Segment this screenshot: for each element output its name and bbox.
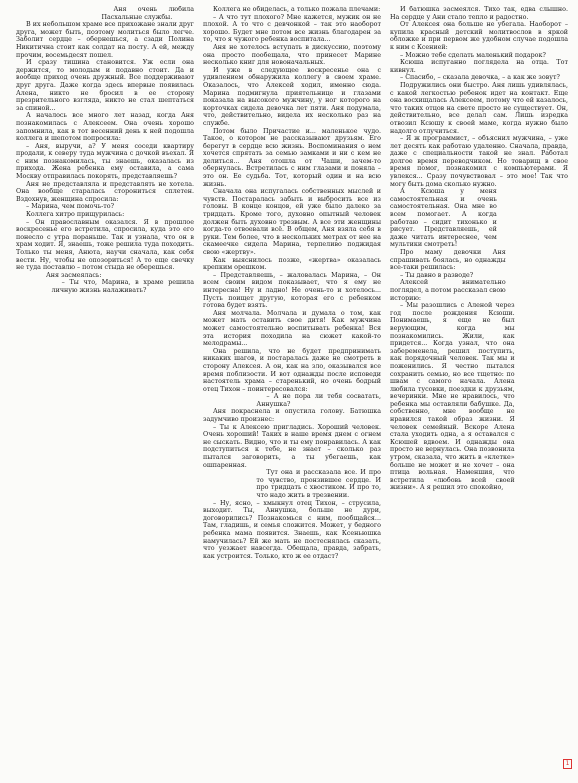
text-columns [16,6,568,779]
paragraph: – Мы разошлись с Аленой через год после рождения Ксюши. Понимаешь, я еще не был верующим, когда мы познакомились. Жили, как придется... Когда узнал, что она забеременела, решил поступить, как порядочный человек. Так мы и поженились. Я честно пытался сохранить семью, но все тщетно: по швам с самого начала. Алена любила тусовки, поездки к друзьям, вечеринки. Мне не нравилось, что ребенка мы оставляли бабушке. Да, собственно, мне вообще не нравился такой образ жизни. Я человек семейный. Вскоре Алена стала уходить одна, а я оставался с Ксюшей вдвоем. И однажды она просто не вернулась. Она позвонила утром, сказала, что жить в «клетке» больше не может и не хочет – она птица вольная. Наменшия, что встретила «любовь всей своей жизни». А я решил это спокойно, [390,302,515,492]
paragraph: И батюшка засмеялся. Тихо так, едва слышно. На сердце у Ани стало тепло и радостно. [390,6,568,21]
paragraph: – Можно тебе сделать маленький подарок? [400,51,546,59]
paragraph: – Я ж программист, – объяснил мужчина, – уже лет десять как работаю удаленно. Сначала, правда, даже с специальности такой не знал. Работал долгое время переводчиком. Но товарищ в свое время помог, познакомил с компьютерами. Я увлекся... Сразу почувствовал – это мое! Так что могу быть дома сколько нужно. [390,135,568,188]
paragraph: И уже в следующее воскресенье она с удивлением обнаружила коллегу в своем храме. Оказалось, что Алексей ходил, именно сюда. Марина подмигнула приятельнице и глазами показала на высокого мужчину, у ног которого на корточках сидела девочка лет пяти. Аня подумала, что, действительно, видела их несколько раз на службе. [203,66,381,127]
paragraph: Сначала она испугалась собственных мыслей и чувств. Постаралась забыть и выбросить все из головы. В конце концов, ей уже было далеко за тридцать. Кроме того, духовно опытный человек должен быть духовно трезвым. А все эти женщины когда-то отвоевали всё. В общем, Аня взяла себя в руки. Тем более, что в нескольких метрах от нее на скамеечке сидела Марина, терпеливо поджидая свою «жертву». [203,188,381,256]
paragraph: – Аня, выручи, а? У меня соседи квартиру продали, к северу туда мужчина с дочкой въехал. Я с ним познакомилась, ты знаешь, оказалась из прихода. Жена ребенка ему оставила, а сама Москву отправилась покорять, представляешь? [16,142,194,181]
paragraph: Аня молчала. Молчала и думала о том, как может мать оставить свое дитя! Как мужчина может самостоятельно воспитывать ребенка! Вся эта история походила на сюжет какой-то мелодрамы... [203,309,381,348]
paragraph: А Ксюша у меня самостоятельная и очень самостоятельная. Она мне во всем помогает. А когда работаю – сидит тихонько и рисует. Представляешь, ей даже читать интереснее, чем мультики смотреть! [390,188,497,249]
paragraph: Про маму девочки Аня спрашивать боялась, но однажды все-таки решилась: [390,249,506,272]
paragraph: – Ты что, Марина, в храме решила личную жизнь налаживать? [51,279,194,294]
paragraph: Коллега хитро прищурилась: [26,211,125,219]
paragraph: – Он православным оказался. Я в прошлое воскресенье его встретила, спросила, куда это его понесло с утра пораньше. Так и узнала, что он в храм ходит. Я, знаешь, тоже решила туда походить. Только ты меня, Анюта, научи сначала, как себя вести. Ну, чтобы не опозориться! А то еще свечку не туда поставлю – потом стыда не оберешься. [16,218,194,272]
paragraph: – А не пора ли тебя сосватать, Аннушка? [256,393,381,408]
paragraph: Потом было Причастие и... маленькое чудо. Такое, о котором не рассказывают друзьям. Его берегут в сердце всю жизнь. Воспоминания о нем хочется спрятать за семью замками и ни с кем не делиться... Аня отошла от Чаши, зачем-то обернулась. Встретилась с ним глазами и поняла – это он. Ее судьба. Тот, который один и на всю жизнь. [203,127,381,188]
paragraph: – Представляешь, – жаловалась Марина, – Он всем своим видом показывает, что я ему не интересна! Ну и ладно! Не очень-то и хотелось... Пусть поищет другую, которая его с ребенком готова будет взять. [203,271,381,310]
paragraph: – Спасибо, – сказала девочка, – а как же зовут? [400,74,560,82]
paragraph: – Ты к Алексею пригладись. Хороший человек. Очень хороший! Таких в наше время днем с огнем не сыскать. Видно, что и ты ему понравилась. А как подступиться к тебе, не знает – сколько раз пытался заговорить, а ты убегаешь, как ошпаренная. [203,423,381,469]
paragraph: Она решила, что не будет предпринимать никаких шагов, и постаралась даже не смотреть в сторону Алексея. А он, как на зло, оказывался все время поблизости. И вот однажды после исповеди настоятель храма – старенький, но очень бодрый отец Тихон – поинтересовался: [203,347,381,393]
paragraph: От Алексея она больше не убегала. Наоборот – купила красный детский молитвослов в яркой обложке и при первом же удобном случае подошла к ним с Ксенией: [390,21,568,51]
paragraph: Аня засмеялась: [46,271,102,279]
paragraph: В их небольшом храме все прихожане знали друг друга, может быть, поэтому молиться было легче. Заболит сердце – обернешься, а сзади Полина Никитична стоит как солдат на посту. А ей, между прочим, восемьдесят пошел. [16,21,194,59]
column-3 [390,6,568,779]
paragraph: – Ну, ясно, – хмыкнул отец Тихон, – струсила, выходит. Ты, Аннушка, больше не дури, договорились? Познакомься с ним, пообщайся... Там, гладишь, и семья сложится. Может, у бедного ребенка мама появится. Знаешь, как Ксеньюшка намучилась? Ей же мать не постеснялась сказать, что уезжает навсегда. Обещала, правда, забрать, как устроится. Только, кто ж ее отдаст? [203,499,381,560]
paragraph: А началось все много лет назад, когда Аня познакомилась с Алексеем. Она очень хорошо запомнила, как в тот весенний день к ней подошла коллега и шепотом попросила: [16,112,194,143]
paragraph: – Марина, чем помочь-то? [26,203,115,211]
page-marker: 1 [563,759,572,769]
paragraph: Алексей внимательно поглядел, а потом рассказал свою историю: [390,279,506,302]
paragraph: Аня очень любила Пасхальные службы. [101,6,194,21]
paragraph: Как выяснилось позже, «жертва» оказалась крепким орешком. [203,256,381,272]
paragraph: И сразу тишина становится. Уж если она держится, то молодым и подавно стоит. Да и вообще приход очень дружный. Все поддерживают друг друга. Даже когда здесь впервые появилась Алена, никто не бросил в ее сторону презрительного взгляда, никто не стал шептаться за спиной... [16,59,194,112]
paragraph: Тут она и рассказала все. И про то чувство, пронзившее сердце. И про тридцать с хвостиком. И про то, что надо жить в трезвении. [256,469,381,499]
column-1 [16,6,194,779]
column-2 [203,6,381,779]
paragraph: – А что тут плохого? Мне кажется, мужик он не плохой. А то что с девчонкой – так это наоборот хорошо. Будет мне потом все жизнь благодарен за то, что я чужого ребенка воспитала... [203,13,381,44]
paragraph: Аня не хотелось вступать в дискуссию, поэтому она просто пообещала, что принесет Марине несколько книг для новоначальных. [203,43,381,67]
paragraph: Подружились они быстро. Аня лишь удивлялась, с какой легкостью ребенок идет на контакт. Еще она восхищалась Алексеем, потому что ей казалось, что таких отцов на свете просто не существует. Он, действительно, все делал сам. Лишь изредка отвозил Ксюшу к своей маме, когда нужно было надолго отлучиться. [390,81,568,135]
paragraph: – Ты давно в разводе? [400,271,474,279]
paragraph: Аня покраснела и опустила голову. Батюшка задумчиво произнес: [203,408,381,424]
paragraph: Аня не представляла и представлять не хотела. Она вообще старалась сторониться сплетен. Вздохнув, женщина спросила: [16,180,194,203]
paragraph: Ксюша испуганно поглядела на отца. Тот кивнул. [390,59,568,74]
paragraph: Коллега не обиделась, а только пожала плечами: [213,6,381,13]
